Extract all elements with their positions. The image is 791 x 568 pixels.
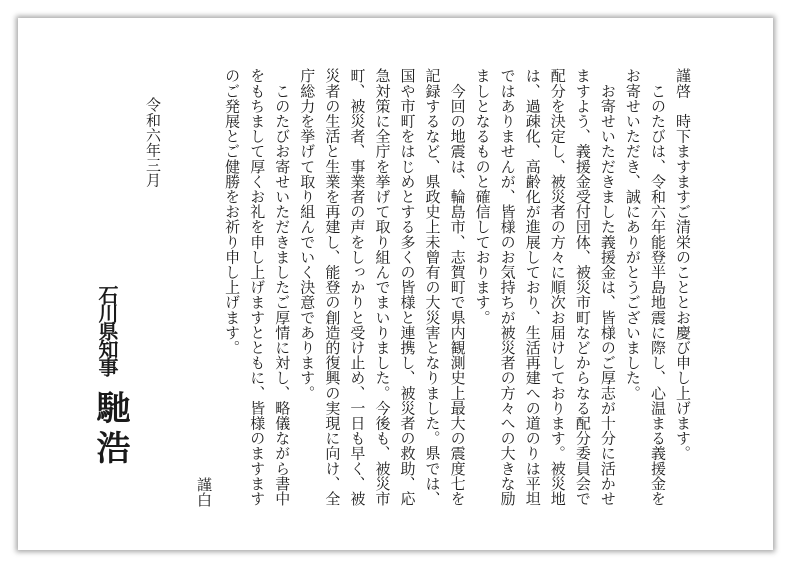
signature-title: 石川県知事 — [95, 285, 119, 375]
closing-salutation: 謹白 — [195, 477, 213, 507]
letter-line: お寄せいただき、誠にありがとうございました。 — [623, 68, 642, 401]
letter-line: このたびは、令和六年能登半島地震に際し、心温まる義援金を — [648, 68, 667, 506]
letter-line: ますよう、義援金受付団体、被災市町などからなる配分委員会で — [573, 68, 592, 506]
letter-line: 国や市町をはじめとする多くの皆様と連携し、被災者の救助、応 — [398, 68, 417, 506]
letter-line: をもちまして厚くお礼を申し上げますとともに、皆様のますます — [248, 68, 267, 506]
letter-line: このたびお寄せいただきましたご厚情に対し、略儀ながら書中 — [273, 68, 292, 506]
letter-date: 令和六年三月 — [144, 97, 162, 188]
letter-line: 庁総力を挙げて取り組んでいく決意であります。 — [298, 68, 317, 401]
letter-body — [219, 68, 695, 513]
letter-line: 記録するなど、県政史上未曾有の大災害となりました。県では、 — [423, 68, 442, 506]
letter-line: のご発展とご健勝をお祈り申し上げます。 — [223, 68, 242, 355]
letter-line: 町、被災者、事業者の声をしっかりと受け止め、一日も早く、被 — [348, 68, 367, 506]
letter-line: 配分を決定し、被災者の方々に順次お届けしております。被災地 — [548, 68, 567, 506]
letter-line: は、過疎化、高齢化が進展しており、生活再建への道のりは平坦 — [523, 68, 542, 506]
letter-line: お寄せいただきました義援金は、皆様のご厚志が十分に活かせ — [598, 68, 617, 506]
letter-line: 今回の地震は、輪島市、志賀町で県内観測史上最大の震度七を — [448, 68, 467, 506]
letter-line: 急対策に全庁を挙げて取り組んでまいりました。今後も、被災市 — [373, 68, 392, 506]
letter-line: ではありませんが、皆様のお気持ちが被災者の方々への大きな励 — [498, 68, 517, 506]
letter-line: 謹啓 時下ますますご清栄のこととお慶び申し上げます。 — [674, 68, 692, 461]
signature-name: 馳浩 — [90, 390, 130, 470]
letter-line: ましとなるものと確信しております。 — [473, 68, 492, 325]
letter-line: 災者の生活と生業を再建し、能登の創造的復興の実現に向け、全 — [323, 68, 342, 506]
